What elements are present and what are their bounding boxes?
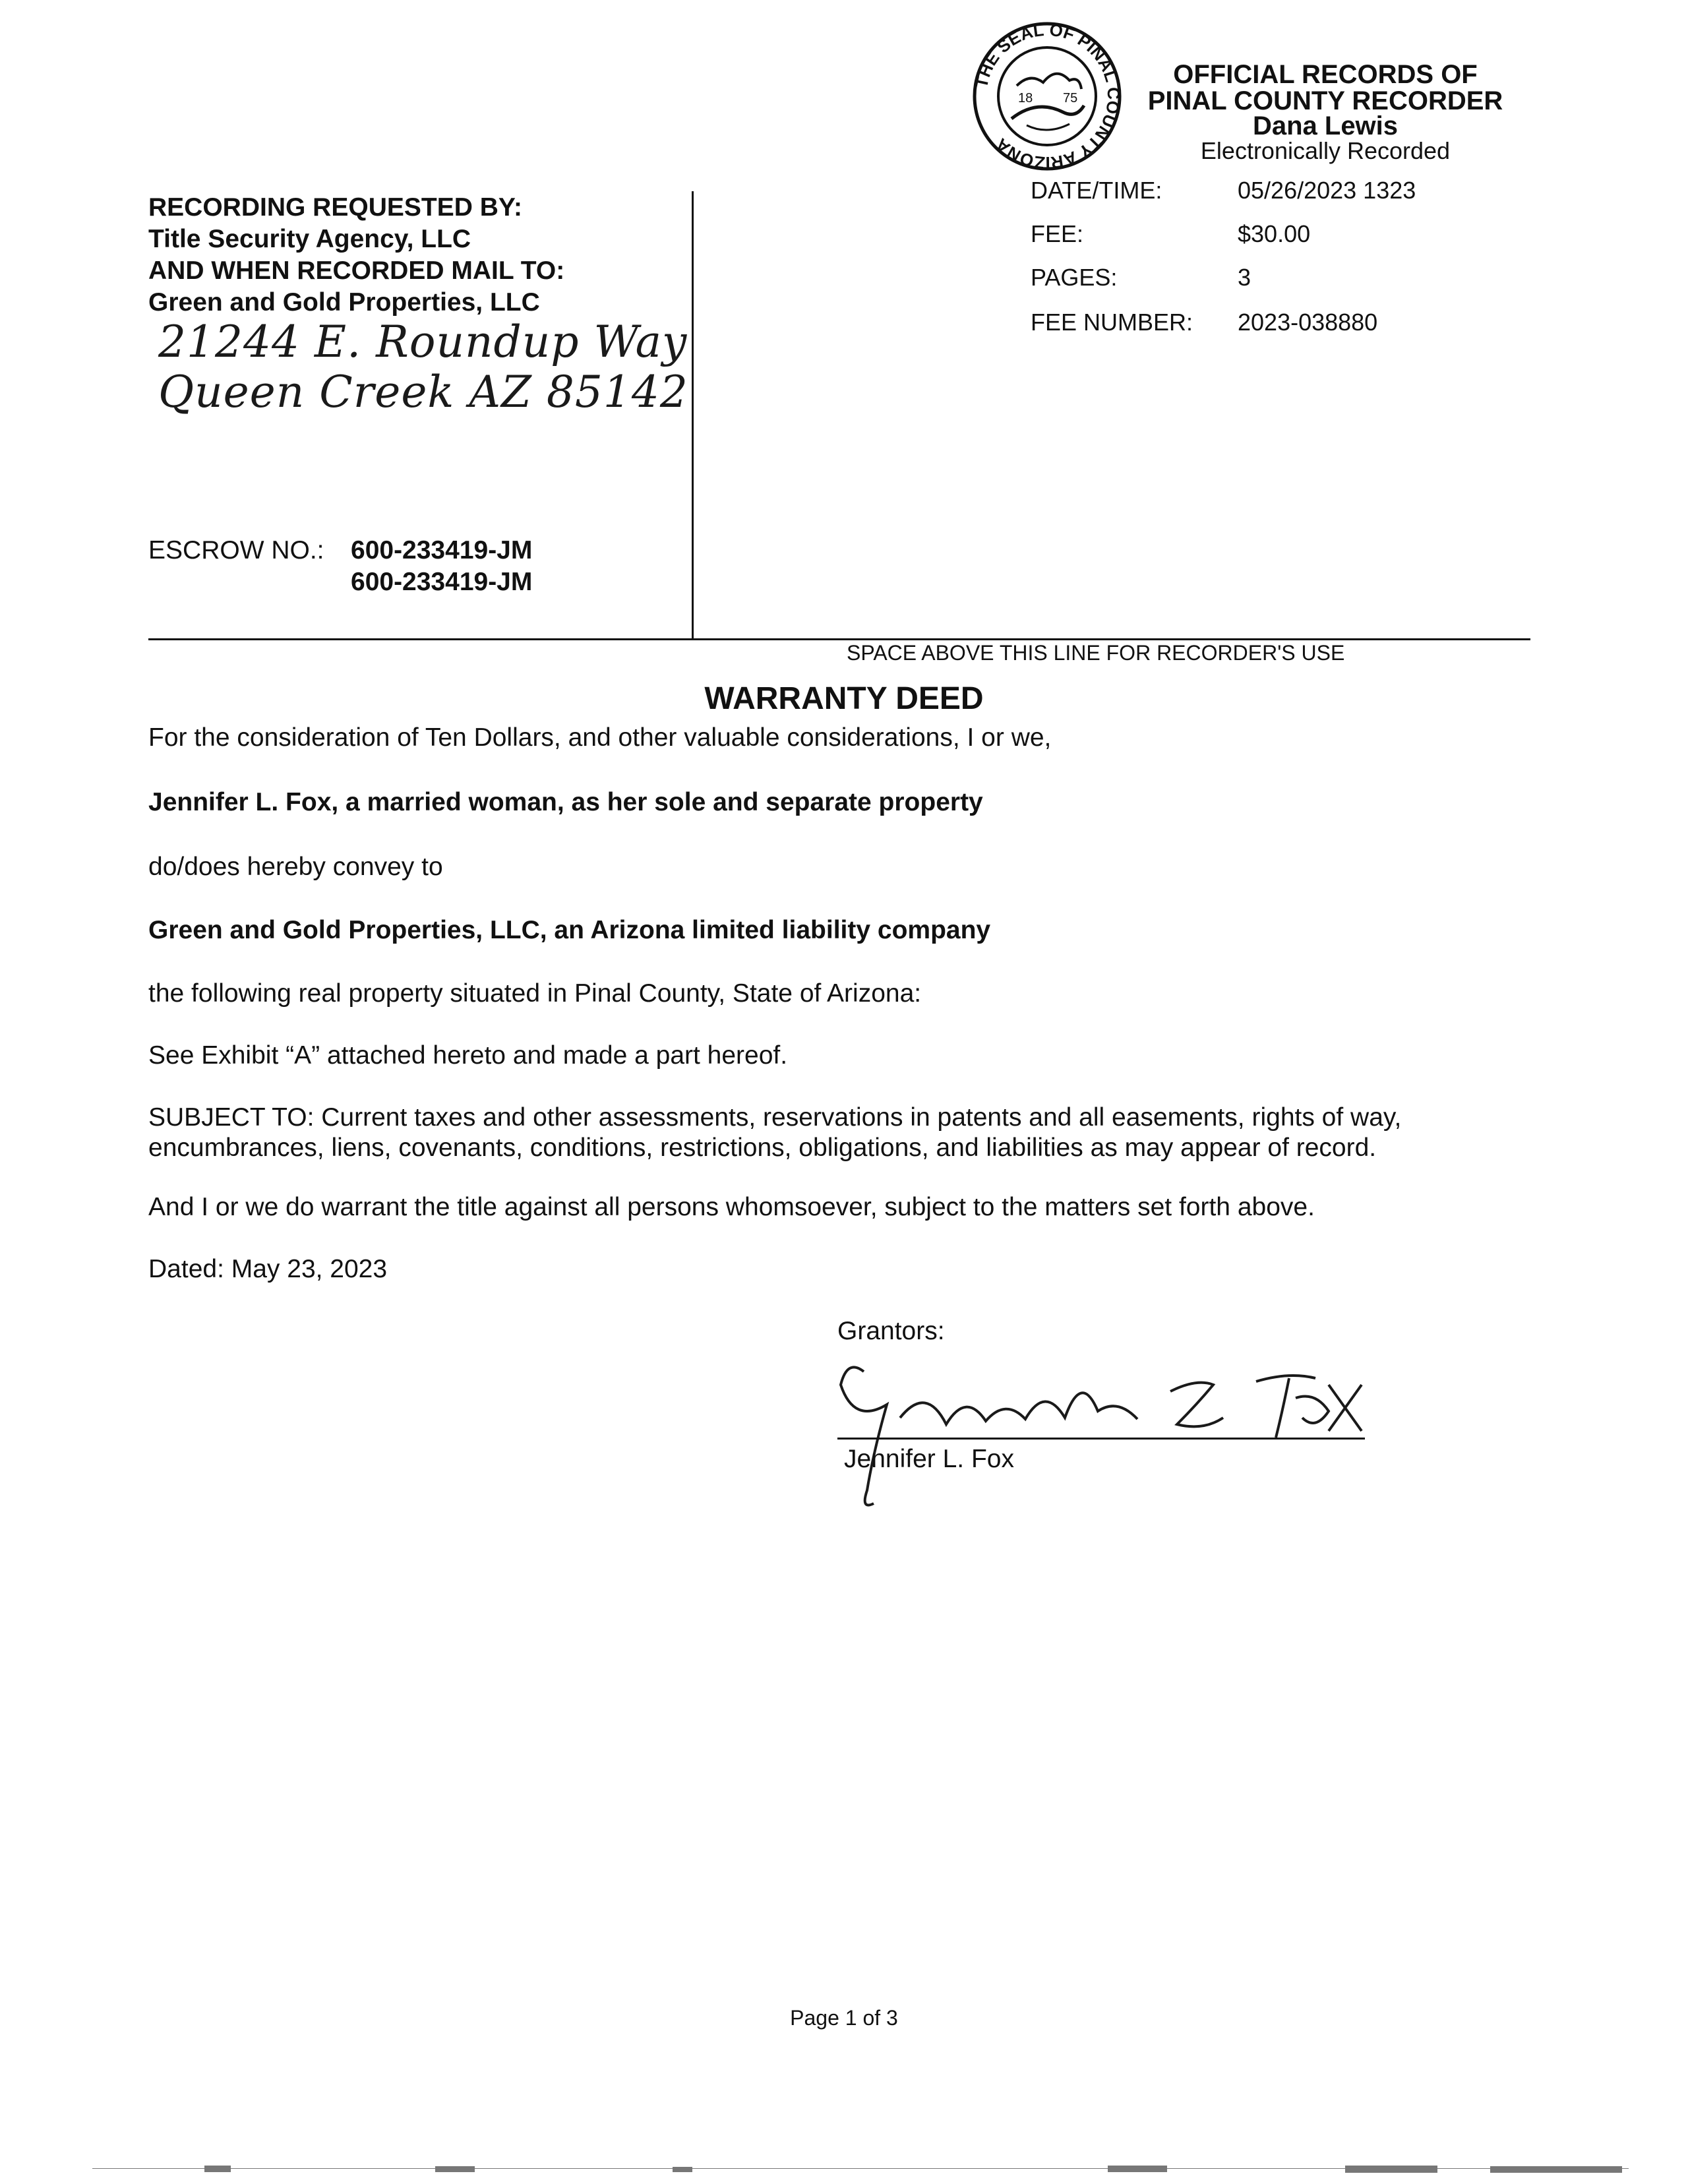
fee-label: FEE:: [1031, 220, 1084, 247]
subject-to-line-2: encumbrances, liens, covenants, conditions, restrictions, obligations, and liabilities as may appear of record.: [148, 1134, 1377, 1162]
grantors-label: Grantors:: [837, 1317, 945, 1345]
requested-by-label: RECORDING REQUESTED BY:: [148, 193, 522, 222]
fee-value: $30.00: [1238, 220, 1311, 247]
mail-to-label: AND WHEN RECORDED MAIL TO:: [148, 257, 565, 285]
recorder-status: Electronically Recorded: [1200, 137, 1451, 164]
seal-ring-text: THE SEAL OF PINAL COUNTY ARIZONA: [971, 20, 1124, 173]
subject-to-line-1: SUBJECT TO: Current taxes and other assessments, reservations in patents and all easements, rights of way,: [148, 1103, 1402, 1132]
grantor-text: Jennifer L. Fox, a married woman, as her sole and separate property: [148, 788, 983, 816]
fee-number-label: FEE NUMBER:: [1031, 309, 1193, 336]
exhibit-text: See Exhibit “A” attached hereto and made a part hereof.: [148, 1041, 788, 1070]
datetime-value: 05/26/2023 1323: [1238, 177, 1416, 204]
requested-by: Title Security Agency, LLC: [148, 225, 471, 253]
pages-value: 3: [1238, 264, 1251, 291]
recorder-line-2: PINAL COUNTY RECORDER: [1147, 86, 1503, 115]
convey-text: do/does hereby convey to: [148, 853, 443, 881]
printed-name: Jennifer L. Fox: [844, 1445, 1014, 1473]
recorder-line-1: OFFICIAL RECORDS OF: [1173, 60, 1478, 89]
property-text: the following real property situated in Pinal County, State of Arizona:: [148, 979, 922, 1008]
page-number: Page 1 of 3: [790, 2006, 898, 2030]
grantee-text: Green and Gold Properties, LLC, an Arizona limited liability company: [148, 916, 991, 944]
dated-text: Dated: May 23, 2023: [148, 1255, 388, 1283]
seal-year-right: 75: [1063, 91, 1078, 106]
recorder-use-label: SPACE ABOVE THIS LINE FOR RECORDER'S USE: [847, 641, 1345, 665]
seal-year-left: 18: [1018, 91, 1033, 106]
warrant-text: And I or we do warrant the title against all persons whomsoever, subject to the matters set forth above.: [148, 1193, 1315, 1221]
recorder-name: Dana Lewis: [1252, 111, 1399, 140]
escrow-number-2: 600-233419-JM: [351, 568, 533, 596]
scan-edge-noise: [92, 2164, 1629, 2173]
fee-number-value: 2023-038880: [1238, 309, 1378, 336]
escrow-number-1: 600-233419-JM: [351, 536, 533, 564]
signature-line: [837, 1438, 1365, 1440]
svg-text:THE SEAL OF PINAL COUNTY ARIZO: [971, 20, 1124, 173]
handwritten-address-line-1: 21244 E. Roundup Way: [158, 317, 688, 367]
deed-title: WARRANTY DEED: [704, 681, 984, 716]
header-divider-vertical: [692, 191, 694, 640]
mail-to: Green and Gold Properties, LLC: [148, 288, 540, 317]
handwritten-address-line-2: Queen Creek AZ 85142: [158, 367, 688, 417]
pages-label: PAGES:: [1031, 264, 1118, 291]
datetime-label: DATE/TIME:: [1031, 177, 1162, 204]
escrow-label: ESCROW NO.:: [148, 536, 324, 564]
county-seal: [971, 20, 1124, 173]
consideration-text: For the consideration of Ten Dollars, and other valuable considerations, I or we,: [148, 723, 1052, 752]
